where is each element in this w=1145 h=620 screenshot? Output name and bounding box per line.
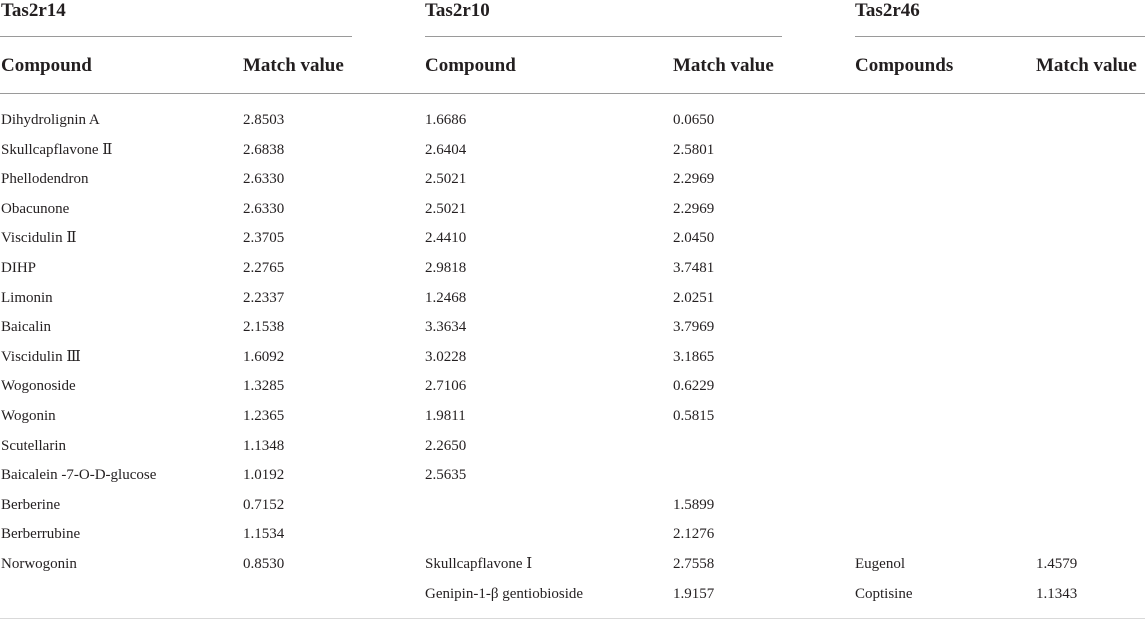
table-row	[0, 165, 1145, 195]
match-value-cell: 2.6330	[243, 171, 285, 188]
table-row	[0, 491, 1145, 521]
match-value-cell: 1.1534	[243, 526, 285, 543]
table-row	[0, 461, 1145, 491]
column-header-compound: Compound	[1, 55, 92, 76]
table-row	[0, 313, 1145, 343]
match-value-cell: 1.9157	[673, 585, 715, 602]
match-value-cell: 2.6838	[243, 141, 285, 158]
compound-cell: Phellodendron	[1, 171, 89, 188]
compound-cell: 3.3634	[425, 319, 467, 336]
group-rule-tas2r14	[0, 36, 352, 37]
compound-cell: Viscidulin Ⅲ	[1, 348, 81, 365]
match-value-cell: 0.5815	[673, 407, 715, 424]
table-row	[0, 254, 1145, 284]
match-value-cell: 3.7481	[673, 259, 715, 276]
table-row	[0, 343, 1145, 373]
table-row	[0, 520, 1145, 550]
match-value-cell: 2.1276	[673, 526, 715, 543]
table-row	[0, 224, 1145, 254]
compound-cell: 3.0228	[425, 348, 467, 365]
compound-cell: 2.6404	[425, 141, 467, 158]
match-value-cell: 2.2765	[243, 259, 285, 276]
table-row	[0, 580, 1145, 610]
compound-cell: Obacunone	[1, 200, 70, 217]
table-row	[0, 195, 1145, 225]
compound-cell: 2.5021	[425, 171, 467, 188]
compound-cell: Genipin-1-β gentiobioside	[425, 585, 584, 602]
match-value-cell: 1.0192	[243, 467, 285, 484]
column-header-compound: Compound	[425, 55, 516, 76]
compound-cell: Coptisine	[855, 585, 913, 602]
match-value-cell: 2.2969	[673, 171, 715, 188]
column-header-match-value: Match value	[1036, 55, 1137, 76]
compound-cell: Dihydrolignin A	[1, 112, 100, 128]
compound-cell: Viscidulin Ⅱ	[1, 230, 77, 247]
compound-cell: 2.2650	[425, 437, 467, 454]
compound-cell: 2.5635	[425, 467, 467, 484]
group-rule-tas2r10	[425, 36, 782, 37]
match-value-cell: 0.6229	[673, 378, 715, 395]
compound-cell: 1.2468	[425, 289, 467, 306]
compound-cell: Norwogonin	[1, 555, 77, 572]
match-value-cell: 0.7152	[243, 496, 285, 513]
match-value-cell: 1.1348	[243, 437, 285, 454]
compound-cell: Baicalein -7-O-D-glucose	[1, 467, 157, 484]
table-row	[0, 550, 1145, 580]
compound-cell: Eugenol	[855, 555, 905, 572]
match-value-cell: 2.1538	[243, 319, 285, 336]
match-value-cell: 0.0650	[673, 112, 715, 128]
table-row	[0, 372, 1145, 402]
compound-cell: Skullcapflavone Ⅱ	[1, 141, 113, 158]
match-value-cell: 1.2365	[243, 407, 285, 424]
compound-cell: 2.7106	[425, 378, 467, 395]
match-value-cell: 1.4579	[1036, 555, 1078, 572]
group-title-tas2r10: Tas2r10	[425, 0, 490, 21]
table-row	[0, 106, 1145, 136]
compound-cell: 1.9811	[425, 407, 466, 424]
compound-cell: 2.9818	[425, 259, 467, 276]
match-value-cell: 2.0450	[673, 230, 715, 247]
column-header-compounds: Compounds	[855, 55, 954, 76]
match-value-cell: 2.5801	[673, 141, 715, 158]
column-header-match-value: Match value	[673, 55, 774, 76]
compound-cell: Skullcapflavone Ⅰ	[425, 555, 533, 572]
match-value-cell: 2.7558	[673, 555, 715, 572]
compound-cell: Wogonoside	[1, 378, 76, 395]
match-value-cell: 1.1343	[1036, 585, 1078, 602]
table-row	[0, 402, 1145, 432]
compound-cell: Wogonin	[1, 407, 56, 424]
compound-cell: 2.4410	[425, 230, 467, 247]
table-bottom-rule	[0, 618, 1145, 619]
table-row	[0, 432, 1145, 462]
header-divider	[0, 93, 1145, 94]
match-value-cell: 2.8503	[243, 112, 285, 128]
match-value-cell: 1.3285	[243, 378, 285, 395]
group-title-tas2r46: Tas2r46	[855, 0, 920, 21]
match-value-cell: 0.8530	[243, 555, 285, 572]
compound-cell: Limonin	[1, 289, 53, 306]
group-rule-tas2r46	[855, 36, 1145, 37]
group-title-tas2r14: Tas2r14	[1, 0, 66, 21]
match-value-cell: 2.2969	[673, 200, 715, 217]
match-value-cell: 1.6092	[243, 348, 285, 365]
match-value-cell: 2.6330	[243, 200, 285, 217]
table-row	[0, 136, 1145, 166]
table-row	[0, 284, 1145, 314]
compound-cell: Berberrubine	[1, 526, 81, 543]
table-body	[0, 106, 1145, 609]
match-value-cell: 1.5899	[673, 496, 715, 513]
compound-cell: DIHP	[1, 259, 37, 276]
compound-cell: Scutellarin	[1, 437, 66, 454]
match-value-cell: 3.7969	[673, 319, 715, 336]
compound-cell: Baicalin	[1, 319, 51, 336]
match-value-cell: 2.0251	[673, 289, 715, 306]
compound-cell: 2.5021	[425, 200, 467, 217]
match-value-cell: 2.2337	[243, 289, 285, 306]
match-value-cell: 3.1865	[673, 348, 715, 365]
column-header-match-value: Match value	[243, 55, 344, 76]
match-value-cell: 2.3705	[243, 230, 285, 247]
compound-cell: 1.6686	[425, 112, 467, 128]
compound-cell: Berberine	[1, 496, 61, 513]
